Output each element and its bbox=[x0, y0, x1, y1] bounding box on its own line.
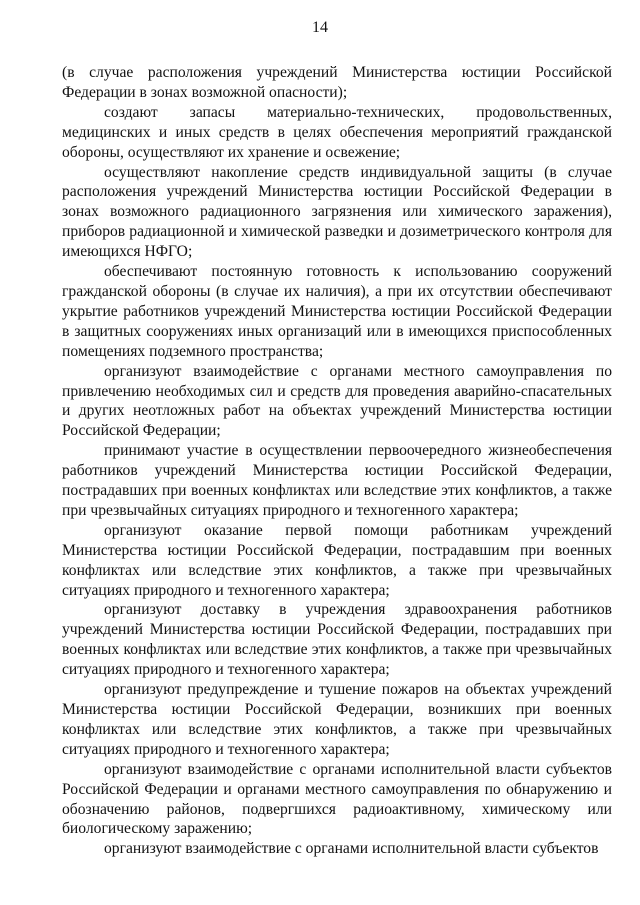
paragraph-regional-interaction: организуют взаимодействие с органами исполнительной власти субъектов bbox=[104, 840, 599, 858]
paragraph-supplies: создают запасы материально-технических, продовольственных, медицинских и иных средств в целях обеспечения мероприятий гражданской обороны, осуществляют их хранение и освежение; bbox=[62, 103, 612, 161]
paragraph-continuation: (в случае расположения учреждений Министерства юстиции Российской Федерации в зонах возможной опасности); bbox=[62, 64, 612, 101]
paragraph-first-aid: организуют оказание первой помощи работникам учреждений Министерства юстиции Российской Федерации, пострадавшим при военных конфликтах или вследствие этих конфликтов, а также при чрезвычайных ситуациях природного и техногенного характера; bbox=[62, 521, 612, 599]
paragraph-shelters: обеспечивают постоянную готовность к использованию сооружений гражданской обороны (в случае их наличия), а при их отсутствии обеспечивают укрытие работников учреждений Министерства юстиции Российской Федерации в защитных сооружениях иных организаций или в имеющихся приспособленных помещениях подземного пространства; bbox=[62, 263, 612, 360]
paragraph-hospital-delivery: организуют доставку в учреждения здравоохранения работников учреждений Министерства юстиции Российской Федерации, пострадавших при военных конфликтах или вследствие этих конфликтов, а также при чрезвычайных ситуациях природного и техногенного характера; bbox=[62, 601, 612, 679]
paragraph-local-government-interaction: организуют взаимодействие с органами местного самоуправления по привлечению необходимых сил и средств для проведения аварийно-спасательных и других неотложных работ на объектах учреждений Министерства юстиции Российской Федерации; bbox=[62, 362, 612, 440]
page-number: 14 bbox=[312, 19, 328, 36]
paragraph-protective-equipment: осуществляют накопление средств индивидуальной защиты (в случае расположения учреждений Министерства юстиции Российской Федерации в зонах возможного радиационного загрязнения или химического заражения), приборов радиационной и химической разведки и дозиметрического контроля для имеющихся НФГО; bbox=[62, 163, 612, 261]
paragraph-fire-prevention: организуют предупреждение и тушение пожаров на объектах учреждений Министерства юстиции Российской Федерации, возникших при военных конфликтах или вследствие этих конфликтов, а также при чрезвычайных ситуациях природного и техногенного характера; bbox=[62, 681, 612, 758]
paragraph-contamination-zones: организуют взаимодействие с органами исполнительной власти субъектов Российской Федерации и органами местного самоуправления по обнаружению и обозначению районов, подвергшихся радиоактивному, химическому или биологическому заражению; bbox=[62, 760, 612, 838]
document-body bbox=[62, 63, 612, 859]
paragraph-life-support: принимают участие в осуществлении первоочередного жизнеобеспечения работников учреждений Министерства юстиции Российской Федерации, пострадавших при военных конфликтах или вследствие этих конфликтов, а также при чрезвычайных ситуациях природного и техногенного характера; bbox=[62, 442, 612, 519]
